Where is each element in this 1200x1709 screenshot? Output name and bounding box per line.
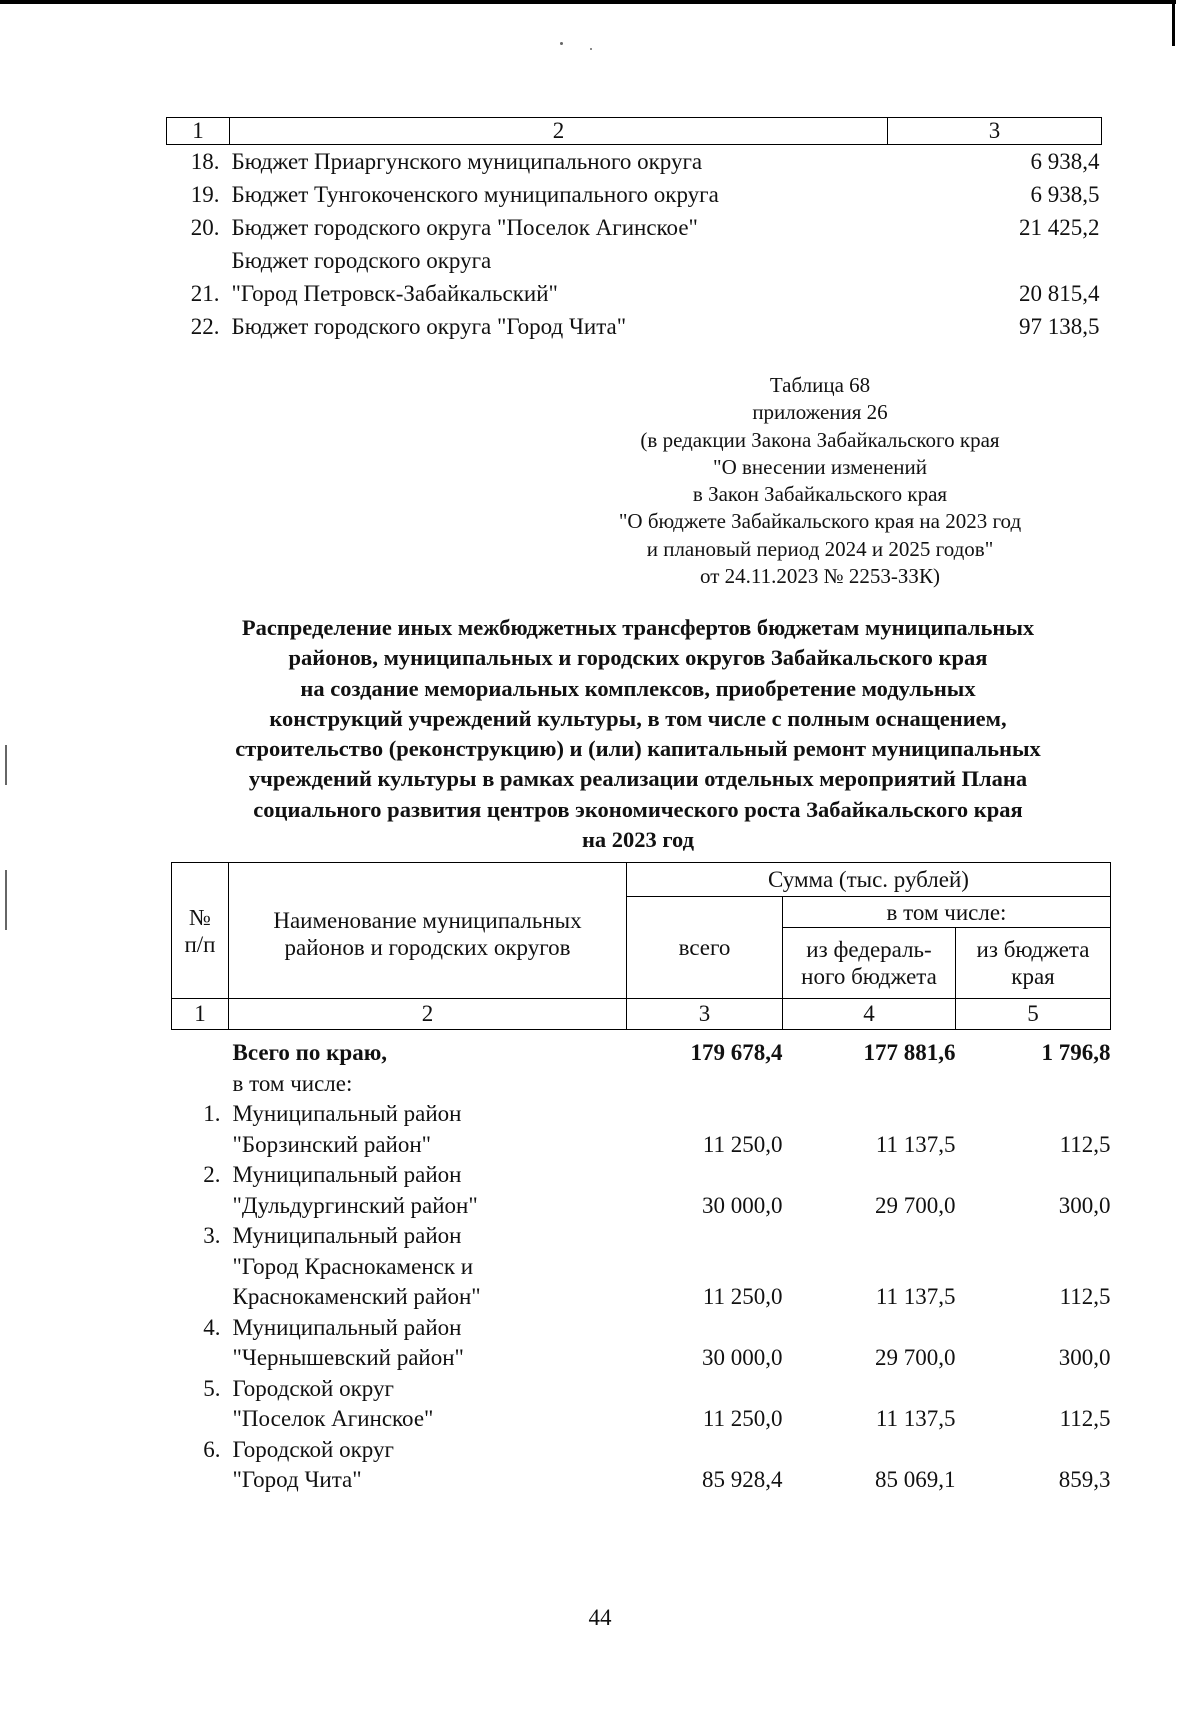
table-caption	[570, 372, 1070, 590]
amount-regional: 300,0	[1058, 1345, 1111, 1370]
municipality-row	[172, 1160, 1111, 1221]
total-row	[172, 1038, 1111, 1069]
header-total: всего	[627, 897, 783, 999]
total-regional: 1 796,8	[1041, 1040, 1111, 1065]
header-regional: из бюджета края	[956, 928, 1111, 999]
amount-total: 30 000,0	[702, 1345, 783, 1370]
transfers-table	[171, 862, 1111, 1496]
title-line: Распределение иных межбюджетных трансфертов бюджетам муниципальных	[241, 615, 1035, 640]
title-line: районов, муниципальных и городских округов Забайкальского края	[288, 645, 988, 671]
including-label: в том числе:	[232, 1070, 353, 1096]
budget-amount: 20 815,4	[1019, 281, 1100, 306]
budget-row	[167, 211, 1102, 244]
municipality-rows	[172, 1099, 1111, 1496]
amount-total: 85 928,4	[702, 1467, 783, 1492]
budget-name: Бюджет городского округа "Поселок Агинское"	[231, 215, 698, 240]
col-number: 1	[172, 999, 229, 1030]
caption-line: Таблица 68	[769, 373, 871, 397]
caption-line: "О внесении изменений	[713, 454, 927, 479]
municipality-name: Городской округ "Город Чита"	[232, 1436, 394, 1492]
amount-regional: 112,5	[1059, 1131, 1111, 1157]
caption-line: (в редакции Закона Забайкальского края	[640, 427, 1000, 452]
row-number: 4.	[203, 1314, 221, 1340]
amount-federal: 85 069,1	[875, 1467, 956, 1492]
municipality-name: Городской округ "Поселок Агинское"	[232, 1375, 434, 1431]
amount-regional: 112,5	[1059, 1406, 1111, 1431]
title-line: социального развития центров экономического роста Забайкальского края	[253, 796, 1023, 822]
header-num: № п/п	[172, 863, 229, 999]
col-number: 4	[783, 999, 956, 1030]
amount-total: 11 250,0	[702, 1406, 783, 1431]
header-row	[172, 863, 1111, 897]
municipality-row	[172, 1221, 1111, 1313]
municipality-row	[172, 1374, 1111, 1435]
column-number-row	[167, 118, 1102, 145]
caption-line: "О бюджете Забайкальского края на 2023 год	[618, 509, 1022, 534]
scan-top-border	[0, 0, 1176, 4]
budget-name: Бюджет Тунгокоченского муниципального округа	[231, 182, 719, 207]
caption-line: и плановый период 2024 и 2025 годов"	[646, 536, 994, 561]
budget-amount: 6 938,4	[1030, 149, 1100, 174]
including-row	[172, 1069, 1111, 1100]
budget-name: Бюджет городского округа "Город Петровск-Забайкальский"	[231, 248, 558, 306]
scan-right-border	[1172, 0, 1175, 46]
budget-name: Бюджет Приаргунского муниципального округа	[231, 149, 703, 174]
municipality-name: Муниципальный район "Город Краснокаменск и Краснокаменский район"	[232, 1223, 481, 1309]
amount-federal: 11 137,5	[875, 1131, 956, 1157]
amount-federal: 29 700,0	[875, 1345, 956, 1370]
scan-speck	[590, 48, 592, 50]
header-name: Наименование муниципальных районов и городских округов	[229, 863, 627, 999]
budget-name: Бюджет городского округа "Город Чита"	[231, 314, 627, 339]
caption-line: от 24.11.2023 № 2253-ЗЗК)	[700, 564, 940, 589]
municipality-row	[172, 1435, 1111, 1496]
title-line: на создание мемориальных комплексов, приобретение модульных	[300, 675, 976, 701]
row-number: 6.	[203, 1436, 221, 1462]
row-number: 1.	[203, 1101, 221, 1126]
spacer-row	[172, 1030, 1111, 1039]
municipality-row	[172, 1099, 1111, 1160]
budget-row	[167, 178, 1102, 211]
municipality-name: Муниципальный район "Дульдургинский район"	[232, 1162, 478, 1218]
budget-amount: 6 938,5	[1030, 182, 1100, 207]
budget-row	[167, 310, 1102, 343]
amount-regional: 112,5	[1059, 1284, 1111, 1309]
title-line: строительство (реконструкцию) и (или) капитальный ремонт муниципальных	[235, 736, 1041, 762]
col-number: 2	[229, 999, 627, 1030]
header-sum: Сумма (тыс. рублей)	[627, 863, 1111, 897]
caption-line: в Закон Забайкальского края	[692, 482, 948, 507]
title-line: на 2023 год	[581, 827, 695, 853]
scan-mark	[5, 870, 7, 930]
page-number: 44	[588, 1605, 612, 1630]
caption-line: приложения 26	[752, 400, 888, 425]
municipality-row	[172, 1313, 1111, 1374]
amount-total: 11 250,0	[702, 1131, 783, 1157]
budget-row	[167, 145, 1102, 179]
amount-federal: 29 700,0	[875, 1192, 956, 1218]
row-number: 18.	[190, 149, 220, 174]
title-line: учреждений культуры в рамках реализации отдельных мероприятий Плана	[248, 766, 1028, 792]
budget-row	[167, 244, 1102, 310]
amount-regional: 300,0	[1058, 1192, 1111, 1218]
row-number: 3.	[203, 1223, 221, 1248]
total-label: Всего по краю,	[232, 1040, 388, 1065]
scan-mark	[5, 745, 7, 785]
total-num	[172, 1038, 229, 1069]
row-number: 22.	[190, 314, 220, 339]
amount-regional: 859,3	[1058, 1467, 1111, 1492]
municipality-name: Муниципальный район "Борзинский район"	[232, 1101, 462, 1157]
amount-federal: 11 137,5	[875, 1284, 956, 1309]
budget-rows	[167, 145, 1102, 344]
budget-amount: 97 138,5	[1019, 314, 1100, 339]
row-number: 2.	[203, 1162, 221, 1187]
row-number: 20.	[190, 215, 220, 240]
row-number: 19.	[190, 182, 220, 207]
col-number: 3	[888, 118, 1102, 145]
amount-federal: 11 137,5	[875, 1406, 956, 1431]
header-federal: из федераль- ного бюджета	[783, 928, 956, 999]
row-number: 21.	[190, 281, 220, 306]
total-sum: 179 678,4	[690, 1040, 783, 1065]
header-including: в том числе:	[783, 897, 1111, 928]
municipality-name: Муниципальный район "Чернышевский район"	[232, 1314, 464, 1370]
budget-continuation-table	[166, 117, 1102, 343]
budget-amount: 21 425,2	[1019, 215, 1100, 240]
col-number: 3	[627, 999, 783, 1030]
amount-total: 11 250,0	[702, 1284, 783, 1309]
including-num	[172, 1069, 229, 1100]
column-number-row	[172, 999, 1111, 1030]
title-line: конструкций учреждений культуры, в том числе с полным оснащением,	[269, 705, 1007, 731]
amount-total: 30 000,0	[702, 1192, 783, 1218]
col-number: 5	[956, 999, 1111, 1030]
total-federal: 177 881,6	[863, 1040, 956, 1065]
col-number: 2	[230, 118, 888, 145]
row-number: 5.	[203, 1375, 221, 1401]
col-number: 1	[167, 118, 230, 145]
document-title	[160, 613, 1116, 855]
scan-speck	[560, 42, 563, 45]
